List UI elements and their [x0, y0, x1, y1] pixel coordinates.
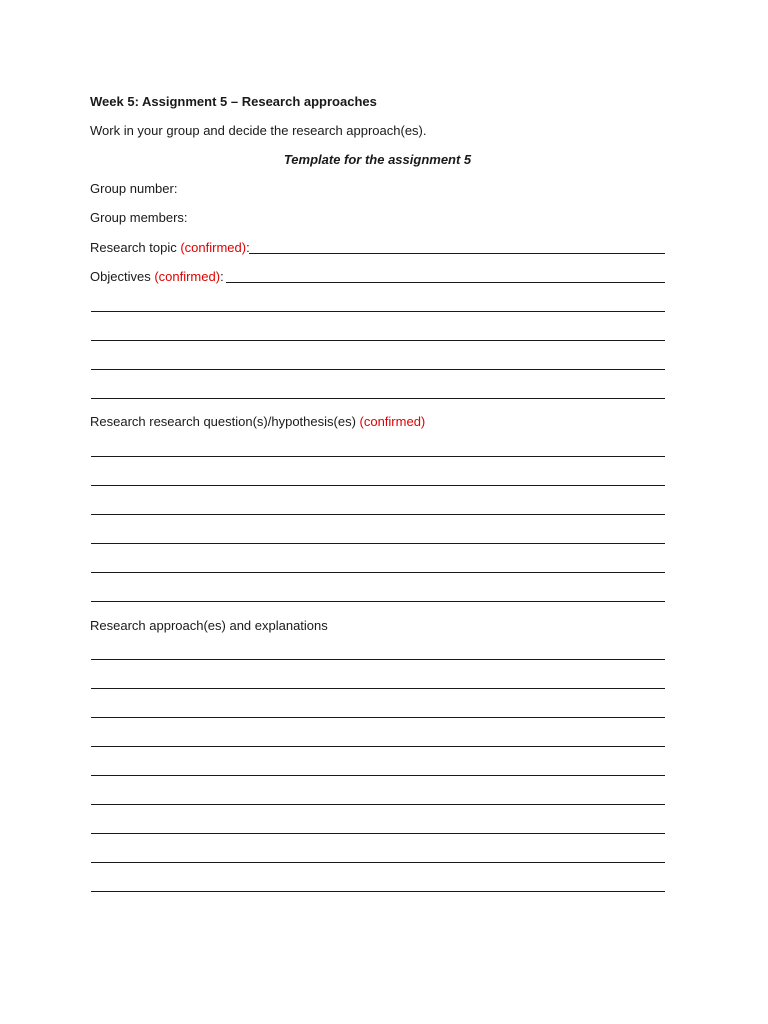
- research-questions-line[interactable]: [91, 601, 665, 602]
- research-approaches-line[interactable]: [91, 804, 665, 805]
- research-questions-confirmed: (confirmed): [359, 414, 426, 429]
- objectives-line[interactable]: [91, 340, 665, 341]
- objectives-colon: :: [220, 269, 224, 284]
- group-members-label: Group members:: [90, 210, 188, 225]
- objectives-line[interactable]: [91, 369, 665, 370]
- research-questions-line[interactable]: [91, 572, 665, 573]
- objectives-answer-line[interactable]: [226, 282, 665, 283]
- research-topic-label: [90, 240, 250, 256]
- research-approaches-line[interactable]: [91, 833, 665, 834]
- page-title: Week 5: Assignment 5 – Research approaches: [90, 94, 377, 109]
- research-questions-line[interactable]: [91, 485, 665, 486]
- research-approaches-line[interactable]: [91, 775, 665, 776]
- research-questions-label: [90, 414, 425, 430]
- research-topic-colon: :: [246, 240, 250, 255]
- research-approaches-line[interactable]: [91, 862, 665, 863]
- research-questions-line[interactable]: [91, 456, 665, 457]
- research-questions-line[interactable]: [91, 543, 665, 544]
- research-topic-text: Research topic: [90, 240, 181, 255]
- group-number-label: Group number:: [90, 181, 178, 196]
- research-approaches-line[interactable]: [91, 891, 665, 892]
- instruction-text: Work in your group and decide the research approach(es).: [90, 123, 427, 138]
- research-approaches-line[interactable]: [91, 717, 665, 718]
- research-questions-text: Research research question(s)/hypothesis(es): [90, 414, 360, 429]
- template-title: Template for the assignment 5: [283, 152, 472, 167]
- objectives-confirmed: (confirmed): [154, 269, 221, 284]
- objectives-text: Objectives: [90, 269, 155, 284]
- research-questions-line[interactable]: [91, 514, 665, 515]
- research-approaches-label: Research approach(es) and explanations: [90, 618, 328, 633]
- objectives-label: [90, 269, 224, 285]
- objectives-line[interactable]: [91, 311, 665, 312]
- research-approaches-line[interactable]: [91, 746, 665, 747]
- research-topic-answer-line[interactable]: [249, 253, 665, 254]
- research-approaches-line[interactable]: [91, 688, 665, 689]
- research-approaches-line[interactable]: [91, 659, 665, 660]
- research-topic-confirmed: (confirmed): [180, 240, 247, 255]
- objectives-line[interactable]: [91, 398, 665, 399]
